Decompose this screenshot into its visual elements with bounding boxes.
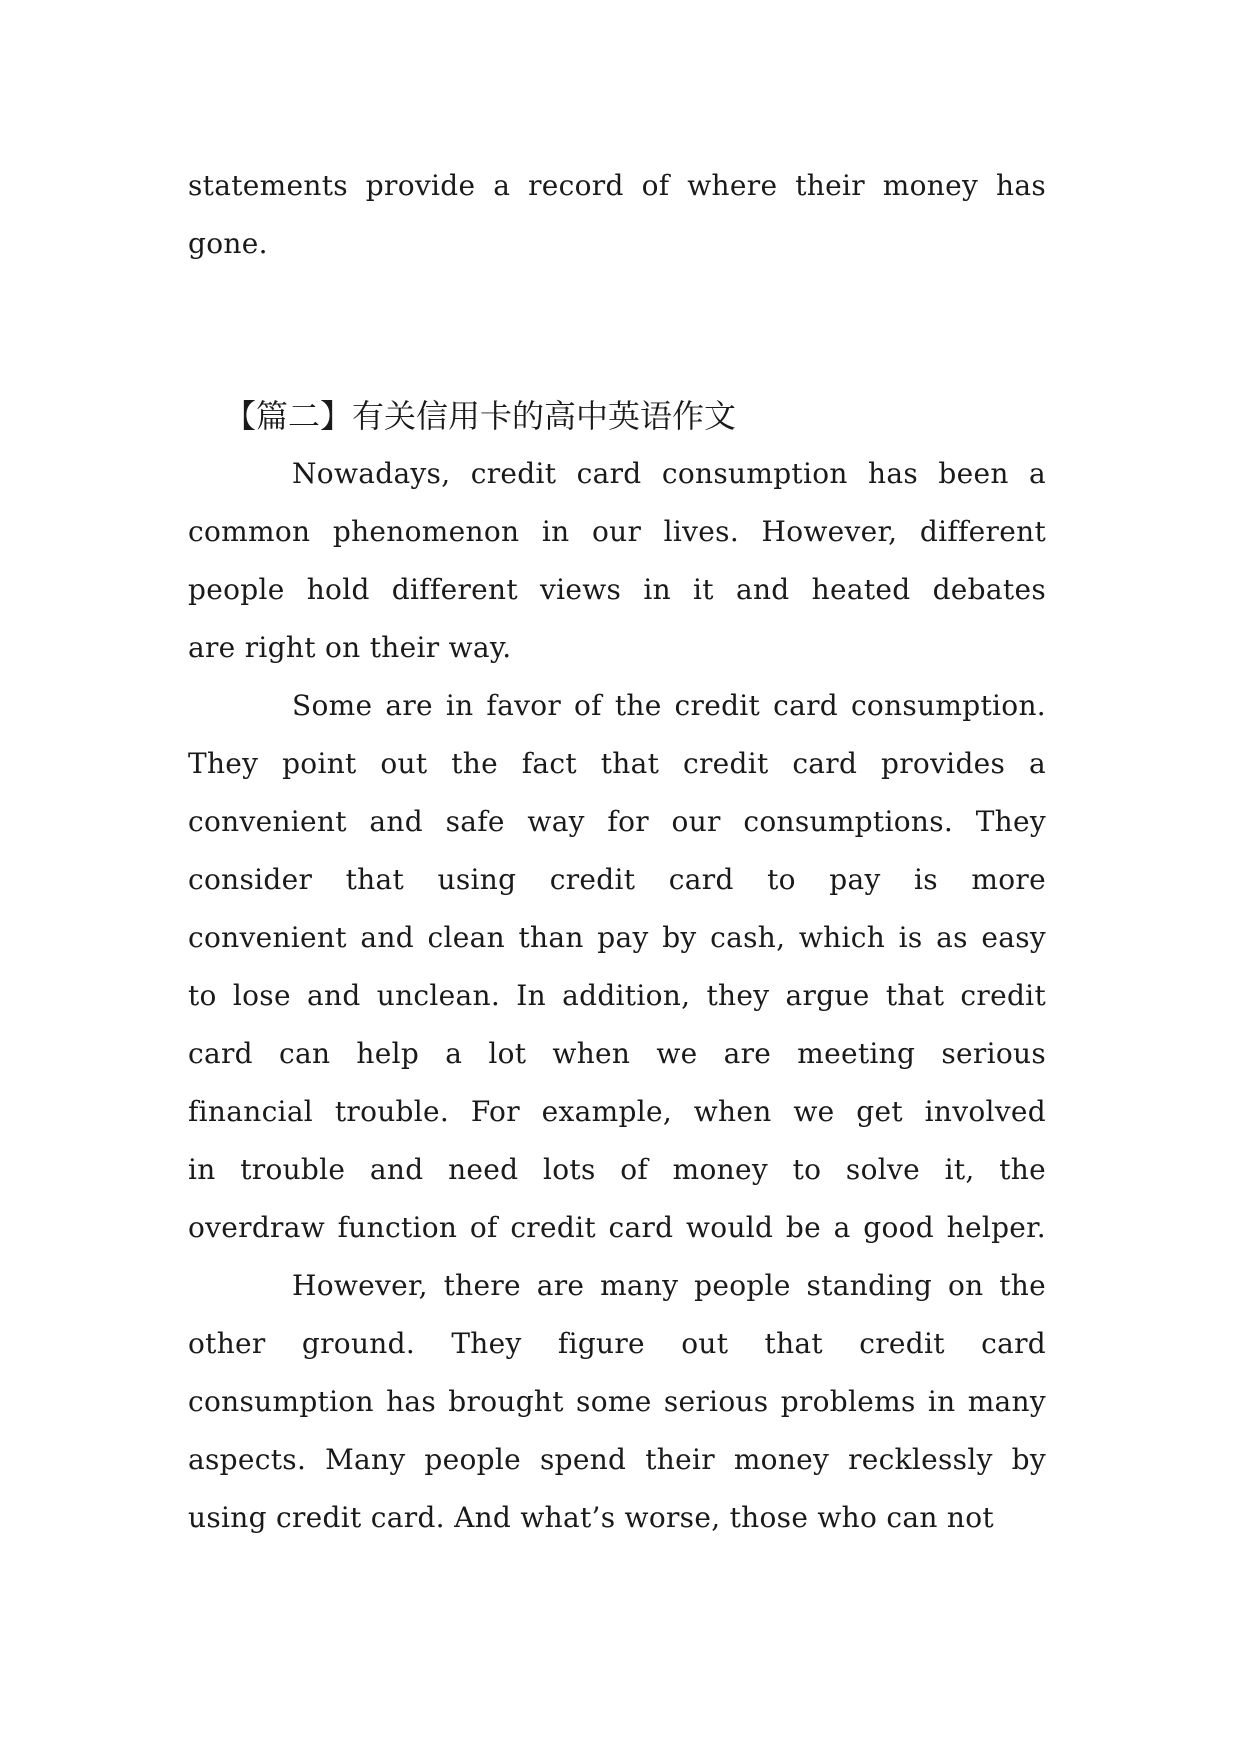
paragraph-2-line-8: financial trouble. For example, when we get involved <box>188 1095 1046 1128</box>
intro-line-1: statements provide a record of where their money has <box>188 169 1046 202</box>
paragraph-2-line-2: They point out the fact that credit card provides a <box>188 747 1046 780</box>
paragraph-3-line-1: However, there are many people standing on the <box>292 1269 1046 1302</box>
paragraph-2-line-6: to lose and unclean. In addition, they argue that credit <box>188 979 1046 1012</box>
paragraph-2-line-5: convenient and clean than pay by cash, which is as easy <box>188 921 1046 954</box>
paragraph-2-line-7: card can help a lot when we are meeting serious <box>188 1037 1046 1070</box>
paragraph-1-line-2: common phenomenon in our lives. However, different <box>188 515 1046 548</box>
section-heading: 【篇二】有关信用卡的高中英语作文 <box>224 397 737 435</box>
paragraph-1-line-1: Nowadays, credit card consumption has been a <box>292 457 1046 490</box>
paragraph-1-line-3: people hold different views in it and heated debates <box>188 573 1046 606</box>
paragraph-1-line-4: are right on their way. <box>188 631 512 664</box>
intro-line-2: gone. <box>188 227 268 260</box>
paragraph-2-line-3: convenient and safe way for our consumptions. They <box>188 805 1046 838</box>
paragraph-3-line-2: other ground. They figure out that credit card <box>188 1327 1046 1360</box>
paragraph-2-line-9: in trouble and need lots of money to solve it, the <box>188 1153 1046 1186</box>
paragraph-3-line-4: aspects. Many people spend their money recklessly by <box>188 1443 1046 1476</box>
paragraph-3-line-3: consumption has brought some serious problems in many <box>188 1385 1046 1418</box>
paragraph-2-line-1: Some are in favor of the credit card consumption. <box>292 689 1046 722</box>
paragraph-3-line-5: using credit card. And what’s worse, those who can not <box>188 1501 994 1534</box>
paragraph-2-line-4: consider that using credit card to pay is more <box>188 863 1046 896</box>
paragraph-2-line-10: overdraw function of credit card would be a good helper. <box>188 1211 1046 1244</box>
